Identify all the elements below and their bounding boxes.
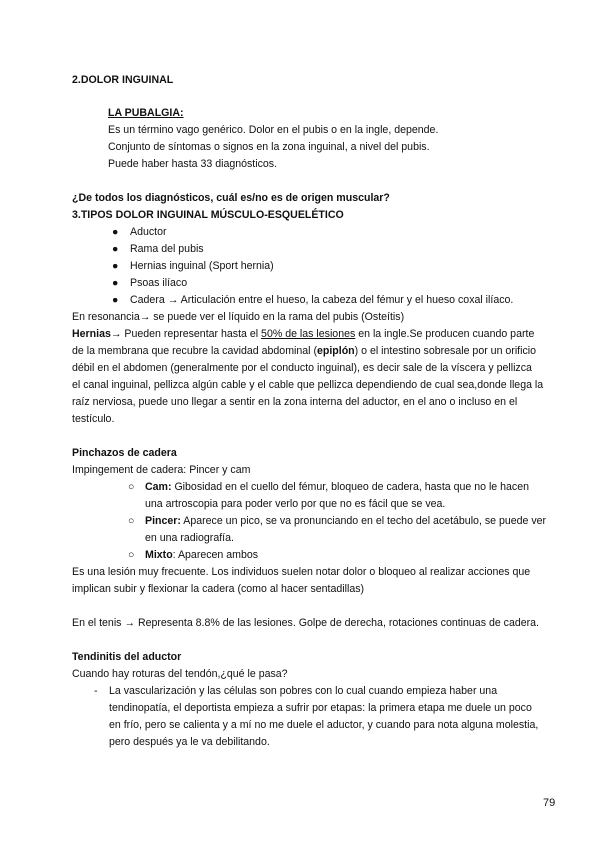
- hernias-text: ) o el intestino sobresale por un orificio: [354, 345, 537, 357]
- cam-text: una artroscopia para poder verlo por que no es fácil que se vea.: [145, 498, 446, 510]
- hernias-line: el canal inguinal, pellizca algún cable y el cable que pellizca dependiendo de cual sea,donde llega la: [72, 379, 544, 391]
- pubalgia-line: Es un término vago genérico. Dolor en el pubis o en la ingle, depende.: [108, 124, 439, 136]
- tendinitis-heading: Tendinitis del aductor: [72, 651, 182, 663]
- pinchazos-intro: Impingement de cadera: Pincer y cam: [72, 464, 251, 476]
- cam-label: Cam:: [145, 481, 172, 493]
- subheading-pubalgia: LA PUBALGIA:: [108, 107, 184, 119]
- pubalgia-line: Puede haber hasta 33 diagnósticos.: [108, 158, 278, 170]
- paragraph-line: Es una lesión muy frecuente. Los individuos suelen notar dolor o bloqueo al realizar acciones que: [72, 566, 531, 578]
- mixto-text: : Aparecen ambos: [172, 549, 259, 561]
- paragraph-line: implican subir y flexionar la cadera (como al hacer sentadillas): [72, 583, 365, 595]
- page-number: 79: [543, 797, 556, 809]
- hernias-text: → Pueden representar hasta el: [110, 328, 262, 340]
- pincer-item: [145, 513, 546, 530]
- pinchazos-heading: Pinchazos de cadera: [72, 447, 177, 459]
- bullet-item: Psoas ilíaco: [130, 277, 188, 289]
- tendinitis-line: La vascularización y las células son pobres con lo cual cuando empieza haber una: [109, 685, 498, 697]
- tendinitis-line: pero después ya le va debilitando.: [109, 736, 270, 748]
- pincer-text: Aparece un pico, se va pronunciando en el techo del acetábulo, se puede ver: [180, 515, 547, 527]
- bullet-dot: ●: [112, 243, 119, 255]
- hernias-line: testículo.: [72, 413, 115, 425]
- pincer-text: en una radiografía.: [145, 532, 234, 544]
- hernias-line: [72, 343, 536, 360]
- hernias-line: raíz nerviosa, puede uno llegar a sentir en la zona interna del aductor, en el ano o incluso en el: [72, 396, 518, 408]
- circle-bullet: ○: [128, 549, 135, 561]
- bullet-dot: ●: [112, 260, 119, 272]
- pubalgia-line: Conjunto de síntomas o signos en la zona inguinal, a nivel del pubis.: [108, 141, 430, 153]
- tenis-line: En el tenis → Representa 8.8% de las lesiones. Golpe de derecha, rotaciones continuas de cadera.: [72, 617, 539, 629]
- pincer-label: Pincer:: [145, 515, 181, 527]
- bullet-dot: ●: [112, 277, 119, 289]
- bullet-item: Aductor: [130, 226, 167, 238]
- circle-bullet: ○: [128, 481, 135, 493]
- circle-bullet: ○: [128, 515, 135, 527]
- dash-bullet: -: [94, 685, 98, 697]
- hernias-bold-term: epiplón: [316, 345, 355, 357]
- resonancia-line: En resonancia→ se puede ver el líquido en la rama del pubis (Osteítis): [72, 311, 405, 323]
- tendinitis-line: en frío, pero se calienta y a mí no me duele el aductor, y cuando para nota alguna molestia,: [109, 719, 539, 731]
- bullet-dot: ●: [112, 226, 119, 238]
- hernias-underlined: 50% de las lesiones: [261, 328, 356, 340]
- tendinitis-line: tendinopatía, el deportista empieza a sufrir por etapas: la primera etapa me duele un poco: [109, 702, 532, 714]
- hernias-line: [72, 326, 534, 343]
- section-heading-tipos: 3.TIPOS DOLOR INGUINAL MÚSCULO-ESQUELÉTICO: [72, 209, 344, 221]
- bullet-item: Rama del pubis: [130, 243, 204, 255]
- hernias-label: Hernias: [72, 328, 111, 340]
- cam-text: Gibosidad en el cuello del fémur, bloqueo de cadera, hasta que no le hacen: [171, 481, 529, 493]
- mixto-label: Mixto: [145, 549, 173, 561]
- bullet-item: Cadera → Articulación entre el hueso, la cabeza del fémur y el hueso coxal ilíaco.: [130, 294, 514, 306]
- tendinitis-question: Cuando hay roturas del tendón,¿qué le pasa?: [72, 668, 288, 680]
- bullet-item: Hernias inguinal (Sport hernia): [130, 260, 274, 272]
- hernias-line: débil en el abdomen (generalmente por el conducto inguinal), es decir sale de la víscera y pellizca: [72, 362, 532, 374]
- cam-item: [145, 479, 529, 496]
- section-heading-dolor-inguinal: 2.DOLOR INGUINAL: [72, 74, 174, 86]
- question-origin: ¿De todos los diagnósticos, cuál es/no es de origen muscular?: [72, 192, 390, 204]
- mixto-item: [145, 547, 258, 564]
- hernias-text: en la ingle.Se producen cuando parte: [355, 328, 535, 340]
- bullet-dot: ●: [112, 294, 119, 306]
- hernias-text: de la membrana que recubre la cavidad abdominal (: [72, 345, 317, 357]
